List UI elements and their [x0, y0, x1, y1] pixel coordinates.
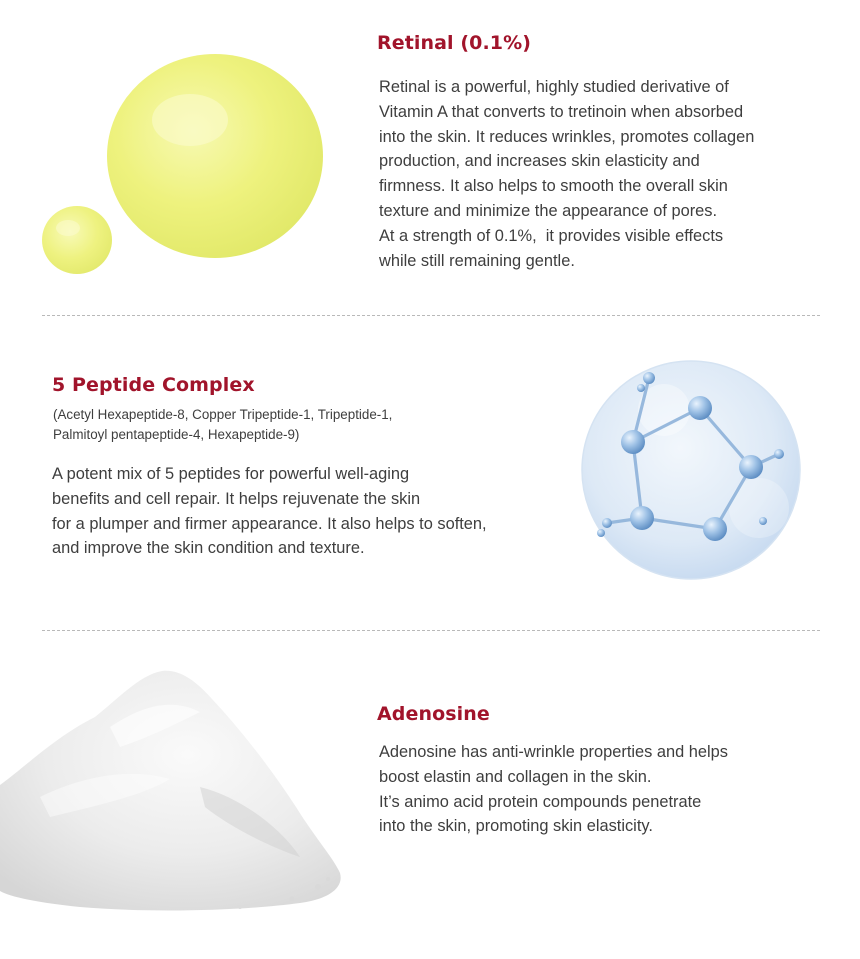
atom — [602, 518, 612, 528]
peptide-ingredients: (Acetyl Hexapeptide-8, Copper Tripeptide-1, Tripeptide-1, Palmitoyl pentapeptide-4, Hexapeptide-9) — [53, 407, 393, 442]
serum-droplets-image — [30, 30, 330, 320]
small-droplet — [42, 206, 112, 274]
peptide-description: A potent mix of 5 peptides for powerful well-aging benefits and cell repair. It helps rejuvenate the skin for a plumper and firmer appearance. It also helps to soften, and improve the skin condition and texture. — [52, 465, 487, 558]
molecule-bubble-image — [579, 358, 803, 582]
retinal-title: Retinal (0.1%) — [377, 32, 532, 54]
powder-pile-image — [0, 667, 350, 947]
peptide-section — [0, 316, 860, 630]
atom — [630, 506, 654, 530]
atom — [774, 449, 784, 459]
atom — [637, 384, 645, 392]
atom — [643, 372, 655, 384]
retinal-section — [0, 0, 860, 315]
atom — [703, 517, 727, 541]
bubble — [582, 361, 800, 579]
atom — [759, 517, 767, 525]
large-droplet — [107, 54, 323, 258]
peptide-title: 5 Peptide Complex — [52, 374, 255, 396]
atom — [621, 430, 645, 454]
adenosine-title: Adenosine — [377, 703, 490, 725]
retinal-description: Retinal is a powerful, highly studied derivative of Vitamin A that converts to tretinoin when absorbed into the skin. It reduces wrinkles, promotes collagen production, and increases skin elasticity and firmness. It also helps to smooth the overall skin texture and minimize the appearance of pores. At a strength of 0.1%, it provides visible effects while still remaining gentle. — [379, 78, 755, 270]
atom — [688, 396, 712, 420]
atom — [739, 455, 763, 479]
adenosine-description: Adenosine has anti-wrinkle properties and helps boost elastin and collagen in the skin. It’s animo acid protein compounds penetrate into the skin, promoting skin elasticity. — [379, 743, 728, 836]
adenosine-section — [0, 631, 860, 959]
atom — [597, 529, 605, 537]
